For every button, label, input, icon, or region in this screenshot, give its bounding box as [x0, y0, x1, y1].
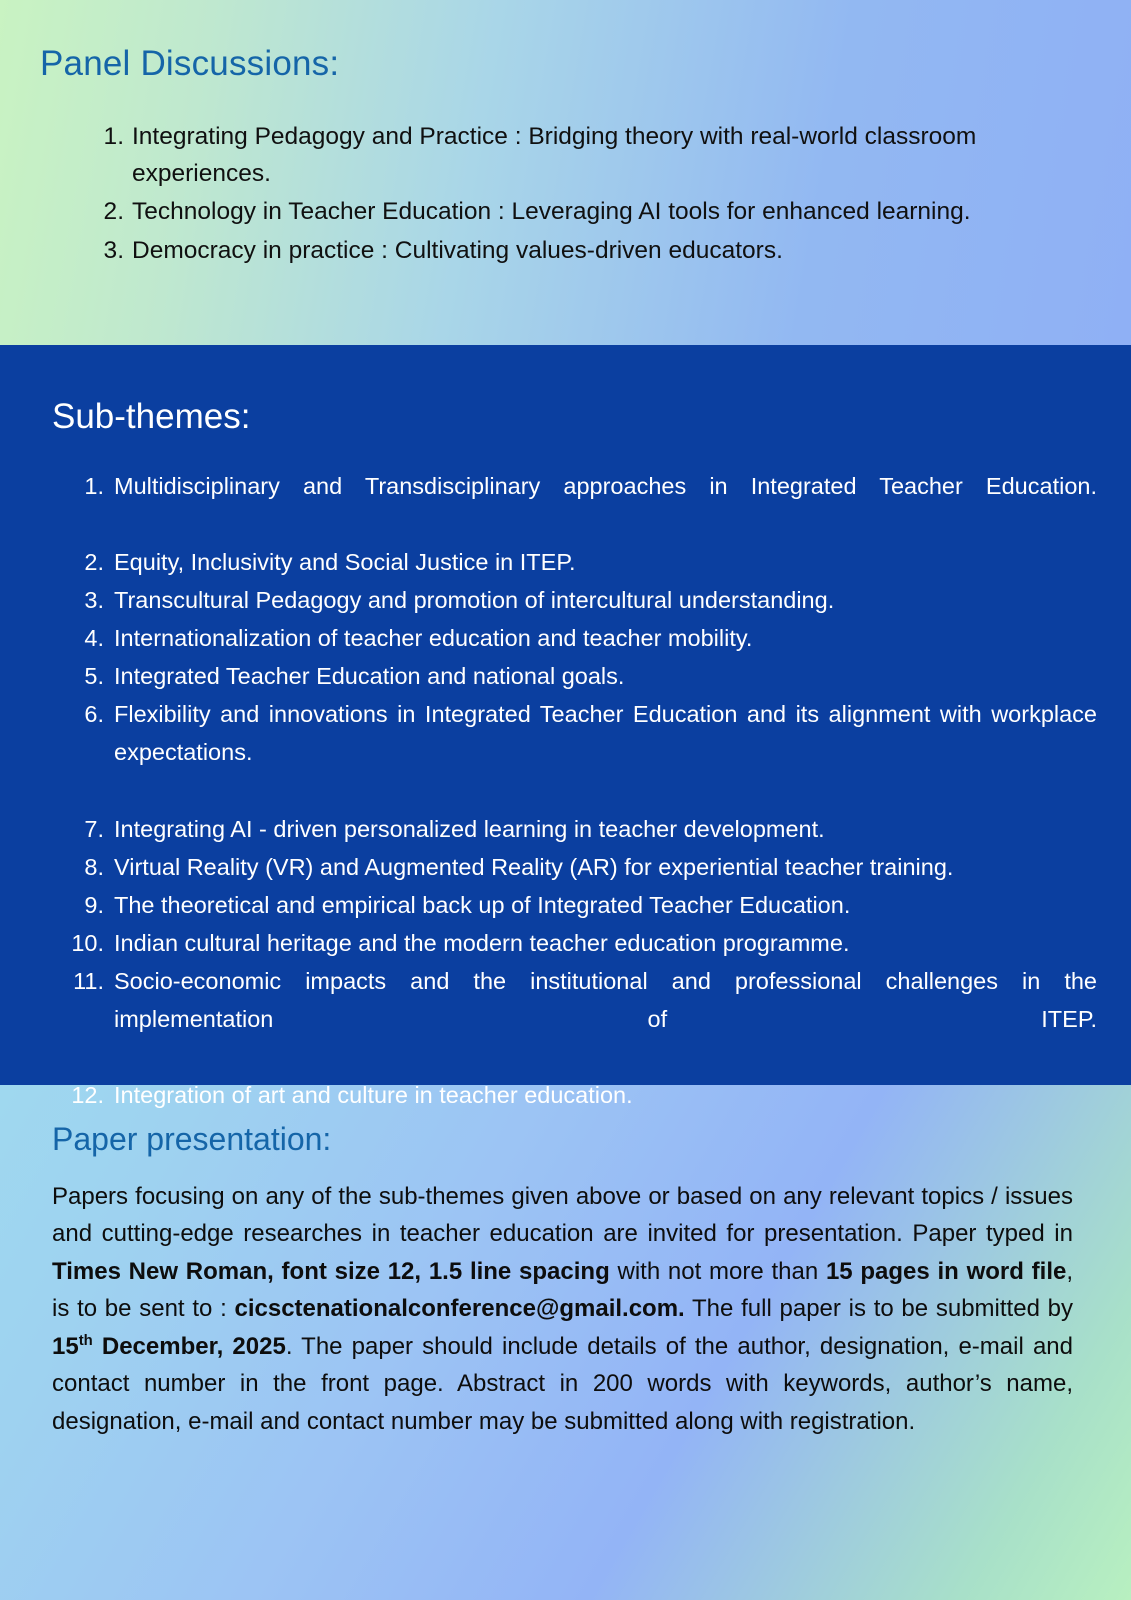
list-item [68, 962, 1097, 1076]
paper-text-part-3: , is to be sent to : [52, 1257, 1074, 1323]
list-item: Indian cultural heritage and the modern teacher education programme. [114, 929, 850, 956]
paper-text-part-5: . The paper should include details of the author, designation, e-mail and contact number in the front page. Abstract in 200 words with keywords, author’s name, designation, e-mail and contact number may be submitted along with registration. [52, 1332, 1073, 1435]
paper-deadline-ordinal: th [78, 1332, 93, 1349]
paper-text-part-2: with not more than [609, 1257, 826, 1285]
list-item-text: Flexibility and innovations in Integrated Teacher Education and its alignment with workplace expectations. [114, 701, 1097, 766]
paper-format-spec: Times New Roman, font size 12, 1.5 line spacing [52, 1257, 610, 1285]
paper-submission-email[interactable]: cicsctenationalconference@gmail.com. [234, 1295, 685, 1323]
list-item: Integrated Teacher Education and national goals. [114, 663, 625, 690]
list-item-text: Socio-economic impacts and the institutional and professional challenges in the implementation of ITEP. [114, 967, 1097, 1032]
paper-deadline-date: December, 2025 [92, 1332, 286, 1360]
paper-presentation-title: Paper presentation: [52, 1121, 332, 1157]
panel-discussions-list [40, 118, 1091, 269]
list-item: Transcultural Pedagogy and promotion of intercultural understanding. [114, 587, 835, 614]
list-item: The theoretical and empirical back up of Integrated Teacher Education. [114, 891, 851, 918]
list-item: Technology in Teacher Education : Leveraging AI tools for enhanced learning. [132, 198, 971, 226]
paper-length-spec: 15 pages in word file [825, 1257, 1067, 1285]
panel-discussions-section [0, 0, 1131, 345]
list-item: Internationalization of teacher education and teacher mobility. [114, 625, 753, 652]
panel-discussions-title: Panel Discussions: [40, 44, 340, 83]
list-item: Virtual Reality (VR) and Augmented Reality (AR) for experiential teacher training. [114, 853, 954, 880]
sub-themes-title: Sub-themes: [52, 397, 251, 436]
paper-presentation-body [52, 1178, 1073, 1440]
paper-text-part-4: The full paper is to be submitted by [684, 1295, 1073, 1323]
sub-themes-list [40, 467, 1113, 1114]
sub-themes-section [0, 345, 1131, 1108]
list-item [68, 467, 1097, 543]
list-item [68, 695, 1097, 809]
list-item: Integrating AI - driven personalized learning in teacher development. [114, 815, 825, 842]
paper-deadline-day: 15 [52, 1332, 79, 1360]
list-item: Democracy in practice : Cultivating values-driven educators. [132, 236, 783, 264]
paper-text-part-1: Papers focusing on any of the sub-themes given above or based on any relevant topics / issues and cutting-edge researches in teacher education are invited for presentation. Paper typed in [52, 1183, 1073, 1248]
list-item: Integrating Pedagogy and Practice : Bridging theory with real-world classroom experiences. [132, 123, 977, 188]
paper-presentation-section [0, 1085, 1131, 1600]
list-item: Equity, Inclusivity and Social Justice in ITEP. [114, 549, 576, 576]
list-item-text: Multidisciplinary and Transdisciplinary approaches in Integrated Teacher Education. [114, 473, 1097, 499]
list-item: Integration of art and culture in teacher education. [114, 1082, 633, 1108]
